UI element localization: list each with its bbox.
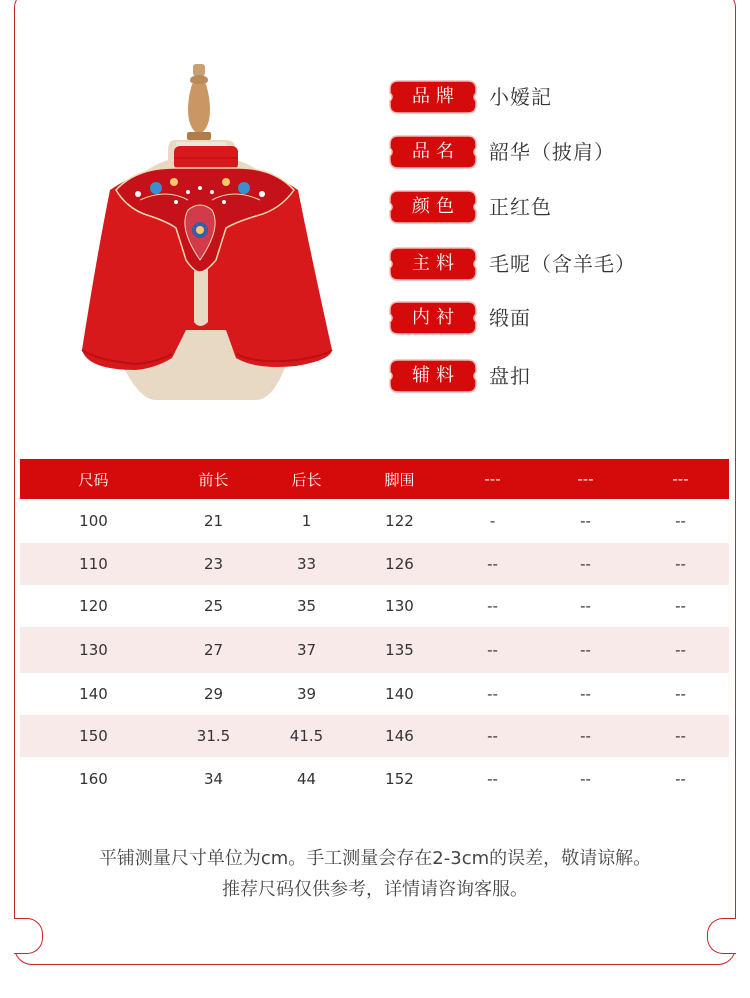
table-cell: -- xyxy=(632,585,729,627)
table-cell: 120 xyxy=(20,585,167,627)
attribute-main-material xyxy=(388,246,728,282)
table-cell: 135 xyxy=(353,627,446,673)
table-cell: 27 xyxy=(167,627,260,673)
table-cell: 1 xyxy=(260,499,353,543)
table-cell: - xyxy=(446,499,539,543)
frame-notch-right xyxy=(707,918,736,954)
table-cell: -- xyxy=(539,627,632,673)
table-cell: -- xyxy=(539,673,632,715)
table-cell: -- xyxy=(446,757,539,801)
attribute-value: 盘扣 xyxy=(489,364,531,388)
header-front-length: 前长 xyxy=(167,459,260,499)
table-cell: 160 xyxy=(20,757,167,801)
table-cell: 130 xyxy=(353,585,446,627)
table-cell: 110 xyxy=(20,543,167,585)
table-cell: 140 xyxy=(353,673,446,715)
attribute-product-name xyxy=(388,134,728,170)
attribute-accessories xyxy=(388,358,728,394)
table-row xyxy=(20,673,729,715)
table-cell: -- xyxy=(539,757,632,801)
attribute-label: 品名 xyxy=(412,141,460,162)
attribute-label: 颜色 xyxy=(412,196,460,217)
table-cell: -- xyxy=(446,673,539,715)
table-cell: -- xyxy=(539,499,632,543)
header-placeholder: --- xyxy=(539,459,632,499)
table-cell: 39 xyxy=(260,673,353,715)
attribute-label-badge xyxy=(388,134,478,170)
attribute-label-badge xyxy=(388,246,478,282)
table-cell: 146 xyxy=(353,715,446,757)
table-cell: -- xyxy=(446,627,539,673)
table-row xyxy=(20,543,729,585)
attribute-label: 辅料 xyxy=(412,365,460,386)
product-image xyxy=(76,60,336,400)
table-cell: 100 xyxy=(20,499,167,543)
table-row xyxy=(20,585,729,627)
measurement-note: 平铺测量尺寸单位为cm。手工测量会存在2-3cm的误差，敬请谅解。 xyxy=(98,848,652,869)
attribute-value: 正红色 xyxy=(489,195,552,219)
table-row xyxy=(20,499,729,543)
table-cell: 31.5 xyxy=(167,715,260,757)
table-cell: 23 xyxy=(167,543,260,585)
table-cell: -- xyxy=(539,543,632,585)
attribute-label: 内衬 xyxy=(412,307,460,328)
table-cell: 44 xyxy=(260,757,353,801)
header-hem-circumference: 脚围 xyxy=(353,459,446,499)
table-cell: -- xyxy=(446,715,539,757)
table-cell: 41.5 xyxy=(260,715,353,757)
table-row xyxy=(20,715,729,757)
attribute-value: 小嫒記 xyxy=(489,85,552,109)
attribute-value: 缎面 xyxy=(489,306,531,330)
attribute-label: 主料 xyxy=(412,253,460,274)
attribute-label: 品牌 xyxy=(412,86,460,107)
size-advice-note: 推荐尺码仅供参考，详情请咨询客服。 xyxy=(222,879,528,900)
frame-notch-left xyxy=(14,918,43,954)
table-cell: 37 xyxy=(260,627,353,673)
table-cell: 150 xyxy=(20,715,167,757)
header-placeholder: --- xyxy=(446,459,539,499)
table-cell: -- xyxy=(539,715,632,757)
table-cell: -- xyxy=(539,585,632,627)
table-cell: 130 xyxy=(20,627,167,673)
table-cell: 29 xyxy=(167,673,260,715)
table-cell: 122 xyxy=(353,499,446,543)
attribute-color xyxy=(388,189,728,225)
table-cell: -- xyxy=(632,543,729,585)
table-row xyxy=(20,757,729,801)
size-table xyxy=(20,459,729,801)
size-table-header-row xyxy=(20,459,729,499)
table-cell: 35 xyxy=(260,585,353,627)
table-cell: -- xyxy=(446,585,539,627)
table-cell: -- xyxy=(632,757,729,801)
table-cell: -- xyxy=(632,499,729,543)
header-size: 尺码 xyxy=(20,459,167,499)
header-back-length: 后长 xyxy=(260,459,353,499)
table-cell: -- xyxy=(446,543,539,585)
table-cell: 21 xyxy=(167,499,260,543)
attribute-brand xyxy=(388,79,728,115)
table-cell: -- xyxy=(632,627,729,673)
table-cell: 140 xyxy=(20,673,167,715)
attribute-label-badge xyxy=(388,300,478,336)
attribute-lining xyxy=(388,300,728,336)
table-cell: 126 xyxy=(353,543,446,585)
attribute-label-badge xyxy=(388,358,478,394)
table-row xyxy=(20,627,729,673)
table-cell: 33 xyxy=(260,543,353,585)
red-cape-on-mannequin-icon xyxy=(76,60,336,400)
table-cell: -- xyxy=(632,673,729,715)
table-cell: 25 xyxy=(167,585,260,627)
attribute-label-badge xyxy=(388,79,478,115)
attribute-label-badge xyxy=(388,189,478,225)
header-placeholder: --- xyxy=(632,459,729,499)
table-cell: 152 xyxy=(353,757,446,801)
table-cell: -- xyxy=(632,715,729,757)
attribute-value: 韶华（披肩） xyxy=(489,140,615,164)
attribute-value: 毛呢（含羊毛） xyxy=(489,252,636,276)
table-cell: 34 xyxy=(167,757,260,801)
